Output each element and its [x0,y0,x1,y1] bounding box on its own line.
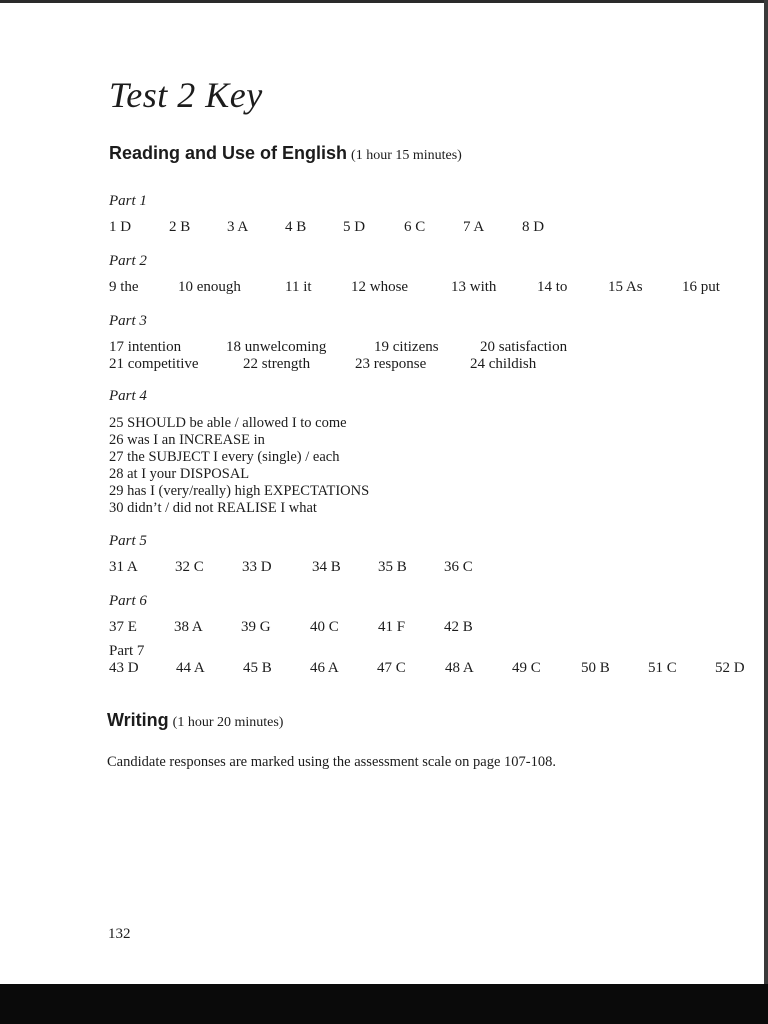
part1-answer: 2 B [169,219,191,235]
part7-label: Part 7 [109,643,145,659]
part3-answer: 19 citizens [374,339,439,355]
scan-edge-right [764,0,768,984]
part1-answer: 5 D [343,219,366,235]
part1-answer: 1 D [109,219,132,235]
part2-answer: 15 As [608,279,643,295]
part4-answer-line: 26 was I an INCREASE in [109,432,265,448]
part6-answer: 41 F [378,619,406,635]
part2-answer: 12 whose [351,279,409,295]
part3-answer: 22 strength [243,356,311,372]
part5-label: Part 5 [109,533,147,549]
part6-label: Part 6 [109,593,147,609]
part4-answer-line: 30 didn’t / did not REALISE I what [109,500,317,516]
part1-label: Part 1 [109,193,147,209]
writing-heading [107,710,283,731]
part5-answer: 36 C [444,559,473,575]
part7-answer: 43 D [109,660,139,676]
part5-answer: 32 C [175,559,204,575]
part5-answer: 31 A [109,559,138,575]
reading-duration: (1 hour 15 minutes) [351,148,462,163]
part6-answer: 42 B [444,619,473,635]
writing-note: Candidate responses are marked using the assessment scale on page 107-108. [107,754,556,770]
part6-answer: 39 G [241,619,271,635]
part1-answer: 3 A [227,219,249,235]
part7-answer: 46 A [310,660,339,676]
part7-answer: 48 A [445,660,474,676]
part3-label: Part 3 [109,313,147,329]
part6-answer: 37 E [109,619,137,635]
part2-answer: 10 enough [178,279,241,295]
part2-label: Part 2 [109,253,147,269]
part5-answer: 33 D [242,559,272,575]
part4-answer-line: 25 SHOULD be able / allowed I to come [109,415,347,431]
part4-label: Part 4 [109,388,147,404]
part5-answer: 34 B [312,559,341,575]
part5-answer: 35 B [378,559,407,575]
part6-answer: 40 C [310,619,339,635]
scan-edge-top [0,0,768,3]
scan-bottom-edge [0,984,768,1024]
part7-answer: 47 C [377,660,406,676]
part3-answer: 20 satisfaction [480,339,568,355]
part4-answer-line: 28 at I your DISPOSAL [109,466,250,482]
writing-duration: (1 hour 20 minutes) [172,715,284,730]
part4-answer-line: 29 has I (very/really) high EXPECTATIONS [109,483,370,499]
part1-answer: 6 C [404,219,426,235]
part1-answer: 7 A [463,219,485,235]
part7-answer: 52 D [715,660,745,676]
part3-answer: 23 response [355,356,427,372]
part2-answer: 14 to [537,279,568,295]
part7-answer: 50 B [581,660,610,676]
part6-answer: 38 A [174,619,203,635]
part3-answer: 18 unwelcoming [226,339,327,355]
part4-answer-line: 27 the SUBJECT I every (single) / each [109,449,340,465]
part3-answer: 17 intention [109,339,182,355]
part7-answer: 44 A [176,660,205,676]
writing-heading-text: Writing [107,710,169,730]
part3-answer: 24 childish [470,356,537,372]
part1-answer: 4 B [285,219,307,235]
part7-answer: 51 C [648,660,677,676]
part7-answer: 45 B [243,660,272,676]
reading-heading [109,143,462,164]
part1-answer: 8 D [522,219,545,235]
page-title: Test 2 Key [109,75,263,115]
part2-answer: 16 put [682,279,720,295]
part2-answer: 13 with [451,279,497,295]
part7-answer: 49 C [512,660,541,676]
part3-answer: 21 competitive [109,356,199,372]
part2-answer: 9 the [109,279,139,295]
reading-heading-text: Reading and Use of English [109,143,348,163]
part2-answer: 11 it [285,279,312,295]
page-number: 132 [108,926,131,942]
